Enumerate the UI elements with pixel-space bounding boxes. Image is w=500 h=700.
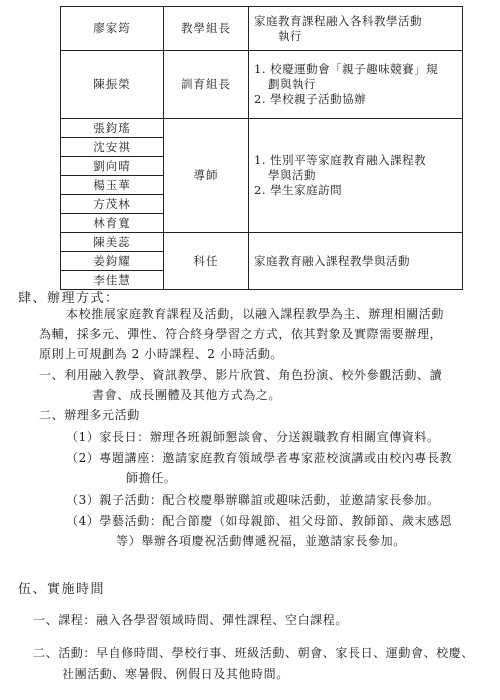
role-cell: 訓育組長 [164, 51, 249, 119]
task-line: 1. 校慶運動會「親子趣味競賽」規 [254, 62, 439, 76]
section-4-paragraph-line: 原則上可規劃為 2 小時課程、2 小時活動。 [39, 347, 283, 361]
section-4-paragraph-line: 本校推展家庭教育課程及活動，以融入課程教學為主、辦理相關活動 [66, 307, 445, 321]
name-cell: 李佳慧 [61, 271, 164, 290]
table-row [61, 7, 463, 51]
section-5-item-1: 一、課程：融入各學習領域時間、彈性課程、空白課程。 [33, 613, 349, 627]
activity-arts-cont: 等）舉辦各項慶祝活動傳遞祝福，並邀請家長參加。 [116, 534, 406, 548]
name-cell: 張鈞瑤 [61, 119, 164, 138]
section-5-heading: 伍、實施時間 [18, 582, 106, 597]
task-cell [249, 51, 463, 119]
name-cell: 沈安祺 [61, 138, 164, 157]
table-row [61, 233, 463, 252]
section-5-item-2: 二、活動：早自修時間、學校行事、班級活動、朝會、家長日、運動會、校慶、 [33, 646, 475, 660]
name-cell: 姜鈞耀 [61, 252, 164, 271]
table-row [61, 119, 463, 138]
task-cell [249, 119, 463, 233]
activity-lecture-cont: 師擔任。 [126, 471, 177, 485]
task-line: 執行 [278, 28, 302, 43]
task-line: 家庭教育融入課程教學與活動 [254, 253, 410, 268]
role-cell: 科任 [164, 233, 249, 290]
section-4-paragraph-line: 為輔，採多元、彈性、符合終身學習之方式，依其對象及實際需要辦理， [39, 327, 443, 341]
role-cell: 教學組長 [164, 7, 249, 51]
role-cell: 導師 [164, 119, 249, 233]
task-line: 家庭教育課程融入各科教學活動 [254, 13, 422, 28]
activity-lecture: （2）專題講座：邀請家庭教育領域學者專家蒞校演講或由校內專長教 [66, 451, 453, 465]
section-5-item-2-cont: 社團活動、寒暑假、例假日及其他時間。 [62, 667, 289, 681]
task-line: 劃與執行 [268, 77, 316, 91]
task-line: 學與活動 [268, 168, 316, 182]
table-row [61, 51, 463, 119]
name-cell: 林育寬 [61, 214, 164, 233]
name-cell: 廖家筠 [61, 7, 164, 51]
name-cell: 劉向晴 [61, 157, 164, 176]
name-cell: 方茂林 [61, 195, 164, 214]
activity-parent-child: （3）親子活動：配合校慶舉辦聯誼或趣味活動，並邀請家長參加。 [66, 493, 440, 507]
name-cell: 陳振榮 [61, 51, 164, 119]
staff-table [60, 6, 463, 290]
task-cell [249, 233, 463, 290]
task-line: 2. 學校親子活動協辦 [254, 92, 367, 106]
section-4-item-1: 一、利用融入教學、資訊教學、影片欣賞、角色扮演、校外參觀活動、讀 [39, 368, 443, 382]
activity-family-day: （1）家長日：辦理各班親師懇談會、分送親職教育相關宣傳資料。 [66, 430, 440, 444]
section-4-item-2: 二、辦理多元活動 [39, 408, 140, 422]
task-line: 1. 性別平等家庭教育融入課程教 [254, 153, 427, 167]
name-cell: 楊玉華 [61, 176, 164, 195]
section-4-item-1-cont: 書會、成長團體及其他方式為之。 [92, 388, 282, 402]
task-cell [249, 7, 463, 51]
activity-arts: （4）學藝活動：配合節慶（如母親節、祖父母節、教師節、歲末感恩 [66, 514, 453, 528]
section-4-heading: 肆、辦理方式： [18, 291, 120, 306]
task-line: 2. 學生家庭訪問 [254, 183, 343, 197]
name-cell: 陳美蕊 [61, 233, 164, 252]
